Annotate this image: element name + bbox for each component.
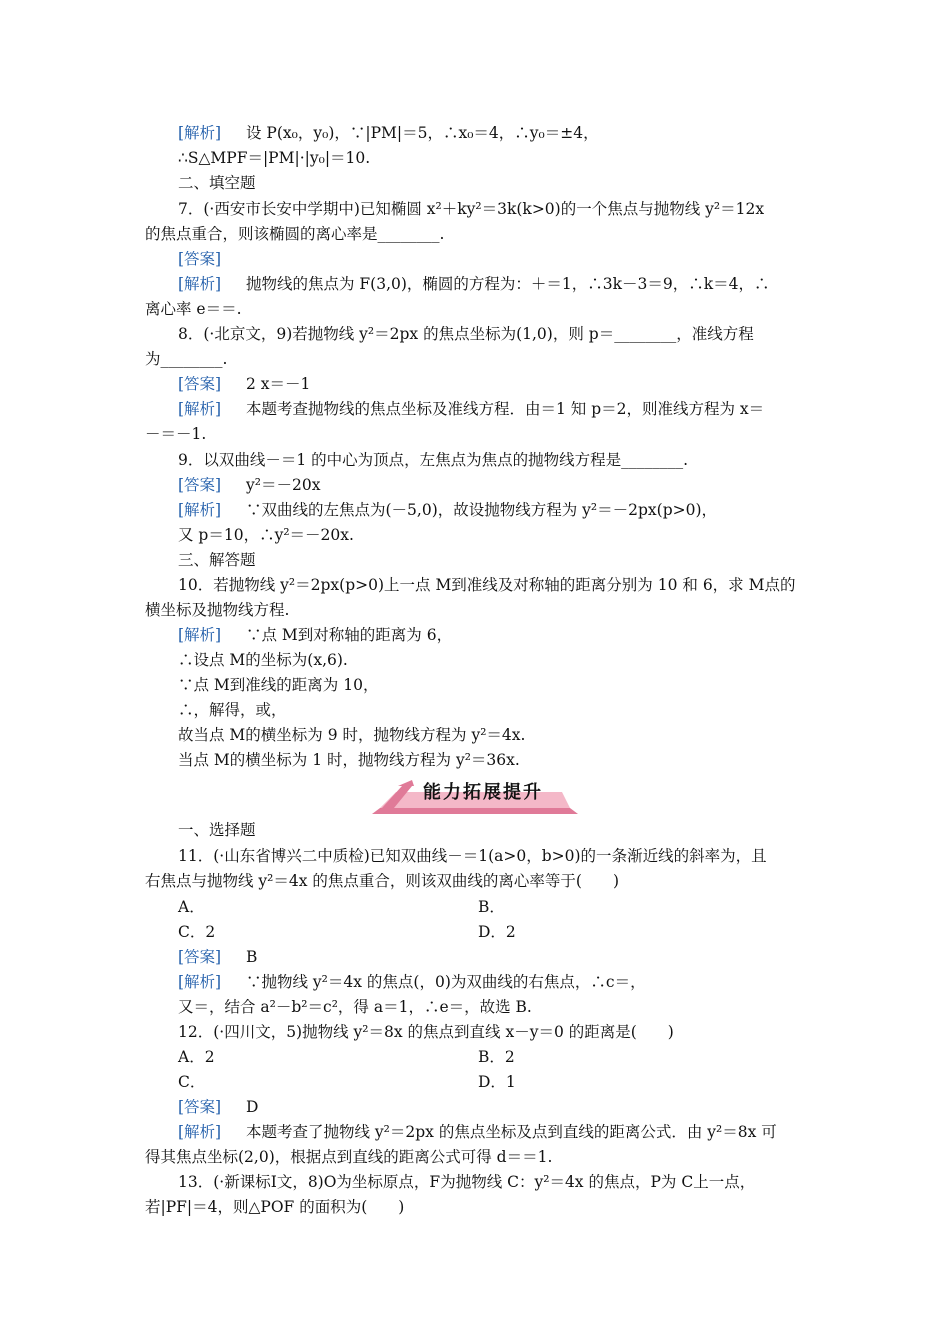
text-line: ∵点 M到对称轴的距离为 6，	[246, 626, 453, 644]
text-line: ∴S△MPF＝|PM|·|y₀|＝10.	[178, 149, 371, 167]
question-text: 12．(·四川文，5)抛物线 y²＝8x 的焦点到直线 x－y＝0 的距离是( )	[178, 1023, 674, 1041]
question-text: 为________.	[145, 350, 228, 368]
section-heading: 二、填空题	[178, 174, 256, 192]
text-line: ∴设点 M的坐标为(x,6).	[178, 651, 348, 669]
option-d: D．2	[478, 923, 516, 941]
section-banner-title: 能力拓展提升	[423, 782, 543, 803]
answer-tag: [答案]	[178, 1098, 222, 1116]
analysis-tag: [解析]	[178, 124, 222, 142]
option-c: C．	[178, 1073, 206, 1091]
answer-tag: [答案]	[178, 476, 222, 494]
question-text: 横坐标及抛物线方程.	[145, 601, 290, 619]
option-c: C．2	[178, 923, 216, 941]
text-line: 当点 M的横坐标为 1 时，抛物线方程为 y²＝36x.	[178, 751, 520, 769]
answer-tag: [答案]	[178, 948, 222, 966]
option-a: A．2	[178, 1048, 215, 1066]
section-heading: 一、选择题	[178, 821, 256, 839]
text-line: 本题考查抛物线的焦点坐标及准线方程．由＝1 知 p＝2，则准线方程为 x＝	[246, 400, 765, 418]
answer-text: y²＝－20x	[246, 476, 321, 494]
text-line: 又＝，结合 a²－b²＝c²，得 a＝1，∴e＝，故选 B.	[178, 998, 532, 1016]
analysis-tag: [解析]	[178, 973, 222, 991]
option-b: B．2	[478, 1048, 515, 1066]
answer-tag: [答案]	[178, 250, 222, 268]
question-text: 右焦点与抛物线 y²＝4x 的焦点重合，则该双曲线的离心率等于( )	[145, 872, 620, 890]
text-line: 本题考查了抛物线 y²＝2px 的焦点坐标及点到直线的距离公式．由 y²＝8x 可	[246, 1123, 777, 1141]
analysis-tag: [解析]	[178, 1123, 222, 1141]
text-line: ∵抛物线 y²＝4x 的焦点(，0)为双曲线的右焦点，∴c＝，	[246, 973, 646, 991]
text-line: 抛物线的焦点为 F(3,0)，椭圆的方程为：＋＝1，∴3k－3＝9，∴k＝4，∴	[246, 275, 770, 293]
answer-text: B	[246, 948, 258, 966]
text-line: 得其焦点坐标(2,0)，根据点到直线的距离公式可得 d＝＝1.	[145, 1148, 553, 1166]
text-line: ∴，解得，或，	[178, 701, 287, 719]
question-text: 10．若抛物线 y²＝2px(p>0)上一点 M到准线及对称轴的距离分别为 10 和 6，求 M点的	[178, 576, 796, 594]
option-d: D．1	[478, 1073, 516, 1091]
analysis-tag: [解析]	[178, 626, 222, 644]
answer-tag: [答案]	[178, 375, 222, 393]
text-line: 设 P(x₀，y₀)，∵|PM|＝5，∴x₀＝4，∴y₀＝±4，	[246, 124, 599, 142]
banner-base	[372, 808, 578, 814]
analysis-tag: [解析]	[178, 400, 222, 418]
question-text: 的焦点重合，则该椭圆的离心率是________.	[145, 225, 445, 243]
question-text: 7．(·西安市长安中学期中)已知椭圆 x²＋ky²＝3k(k>0)的一个焦点与抛物线 y²＝12x	[178, 200, 765, 218]
text-line: －＝－1.	[145, 425, 207, 443]
answer-text: 2 x＝－1	[246, 375, 311, 393]
question-text: 13．(·新课标Ⅰ文，8)O为坐标原点，F为抛物线 C：y²＝4x 的焦点，P为 C上一点，	[178, 1173, 756, 1191]
section-heading: 三、解答题	[178, 551, 256, 569]
analysis-tag: [解析]	[178, 275, 222, 293]
option-a: A．	[178, 898, 205, 916]
question-text: 若|PF|＝4，则△POF 的面积为( )	[145, 1198, 405, 1216]
question-text: 8．(·北京文，9)若抛物线 y²＝2px 的焦点坐标为(1,0)，则 p＝________，准线方程	[178, 325, 754, 343]
option-b: B．	[478, 898, 505, 916]
text-line: 故当点 M的横坐标为 9 时，抛物线方程为 y²＝4x.	[178, 726, 526, 744]
text-line: 离心率 e＝＝.	[145, 300, 242, 318]
text-line: ∵点 M到准线的距离为 10，	[178, 676, 379, 694]
question-text: 9．以双曲线－＝1 的中心为顶点，左焦点为焦点的抛物线方程是________.	[178, 451, 689, 469]
question-text: 11．(·山东省博兴二中质检)已知双曲线－＝1(a>0，b>0)的一条渐近线的斜率为，且	[178, 847, 767, 865]
text-line: 又 p＝10，∴y²＝－20x.	[178, 526, 354, 544]
analysis-tag: [解析]	[178, 501, 222, 519]
text-line: ∵双曲线的左焦点为(－5,0)，故设抛物线方程为 y²＝－2px(p>0)，	[246, 501, 718, 519]
answer-text: D	[246, 1098, 259, 1116]
